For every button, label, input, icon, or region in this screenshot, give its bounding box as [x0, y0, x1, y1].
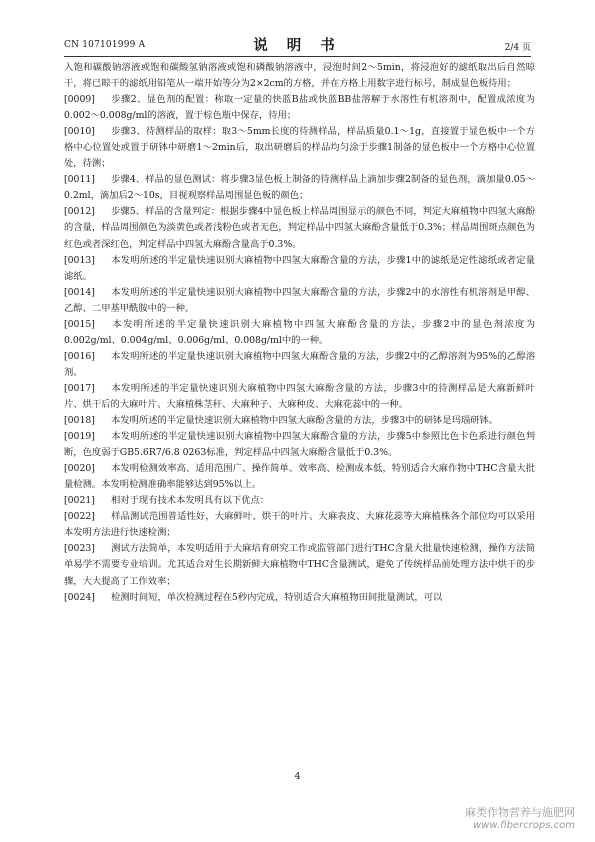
paragraph-list — [64, 92, 535, 606]
paragraph-number: [0024] — [64, 591, 95, 603]
paragraph-number: [0009] — [64, 94, 95, 106]
paragraph — [64, 285, 535, 317]
paragraph — [64, 461, 535, 493]
paragraph-text: 检测时间短，单次检测过程在5秒内完成，特别适合大麻植物田间批量测试，可以 — [111, 591, 443, 603]
paragraph-text: 本发明所述的半定量快速识别大麻植物中四氢大麻酚含量的方法，步骤2中的水溶性有机溶剂是甲醇、乙醇、二甲基甲酰胺中的一种。 — [64, 286, 535, 314]
paragraph-number: [0010] — [64, 126, 95, 138]
paragraph — [64, 413, 535, 429]
paragraph-text: 本发明检测效率高、适用范围广、操作简单、效率高、检测成本低，特别适合大麻作物中THC含量大批量检测。本发明检测准确率能够达到95%以上。 — [64, 463, 535, 491]
paragraph-text: 步骤2、显色剂的配置：称取一定量的快蓝B盐或快蓝BB盐溶解于水溶性有机溶剂中，配置成浓度为0.002～0.008g/ml的溶液，置于棕色瓶中保存，待用； — [64, 94, 535, 122]
watermark-domain: www.fibercrops.com — [473, 820, 575, 831]
paragraph — [64, 429, 535, 461]
paragraph — [64, 590, 535, 606]
patent-number: CN 107101999 A — [64, 40, 146, 50]
paragraph-text: 本发明所述的半定量快速识别大麻植物中四氢大麻酚含量的方法，步骤2中的显色剂浓度为0.002g/ml、0.004g/ml、0.006g/ml、0.008g/ml中的一种。 — [64, 318, 535, 346]
paragraph-number: [0020] — [64, 463, 95, 475]
paragraph-text: 步骤4、样品的显色测试：将步骤3显色板上制备的待测样品上滴加步骤2制备的显色剂，滴加量0.05～0.2ml，滴加后2～10s，目视观察样品周围显色板的颜色； — [64, 174, 535, 202]
paragraph-text: 相对于现有技术本发明具有以下优点： — [111, 495, 270, 507]
header-rule — [64, 56, 531, 57]
page-header — [64, 34, 531, 54]
paragraph-number: [0016] — [64, 350, 95, 362]
page-indicator: 2/4 页 — [504, 43, 531, 53]
paragraph-number: [0012] — [64, 206, 95, 218]
paragraph-text: 本发明所述的半定量快速识别大麻植物中四氢大麻酚含量的方法，步骤1中的滤纸是定性滤纸或者定量滤纸。 — [64, 254, 535, 282]
paragraph-number: [0018] — [64, 415, 95, 427]
paragraph-number: [0023] — [64, 543, 95, 555]
paragraph — [64, 541, 535, 589]
paragraph — [64, 253, 535, 285]
paragraph — [64, 92, 535, 124]
paragraph-text: 本发明所述的半定量快速识别大麻植物中四氢大麻酚含量的方法，步骤2中的乙醇溶剂为95%的乙醇溶剂。 — [64, 350, 535, 378]
paragraph — [64, 317, 535, 349]
paragraph-number: [0014] — [64, 286, 95, 298]
paragraph-text: 样品测试范围普适性好，大麻鲜叶、烘干的叶片、大麻表皮、大麻花蕊等大麻植株各个部位均可以采用本发明方法进行快速检测； — [64, 511, 535, 539]
paragraph-number: [0019] — [64, 431, 95, 443]
paragraph-number: [0013] — [64, 254, 95, 266]
paragraph — [64, 124, 535, 172]
paragraph-text: 测试方法简单，本发明适用于大麻培育研究工作或监管部门进行THC含量大批量快速检测，操作方法简单易学不需要专业培训。尤其适合对生长期新鲜大麻植物中THC含量测试，避免了传统样品前处理方法中烘干的步骤，大大提高了工作效率； — [64, 543, 535, 587]
paragraph-text: 本发明所述的半定量快速识别大麻植物中四氢大麻酚含量的方法，步骤5中参照比色卡色系进行颜色判断，色度弱于GB5.6R7/6.8 0263标准，判定样品中四氢大麻酚含量低于0.3%。 — [64, 431, 535, 459]
paragraph-text: 本发明所述的半定量快速识别大麻植物中四氢大麻酚含量的方法，步骤3中的研钵是玛瑙研钵。 — [111, 415, 499, 427]
paragraph-number: [0011] — [64, 174, 95, 186]
paragraph — [64, 172, 535, 204]
paragraph-number: [0017] — [64, 382, 95, 394]
paragraph — [64, 493, 535, 509]
paragraph-number: [0021] — [64, 495, 95, 507]
watermark — [465, 806, 575, 832]
paragraph-text: 本发明所述的半定量快速识别大麻植物中四氢大麻酚含量的方法，步骤3中的待测样品是大麻新鲜叶片、烘干后的大麻叶片、大麻植株茎秆、大麻种子、大麻种皮、大麻花蕊中的一种。 — [64, 382, 535, 410]
paragraph-text: 步骤3、待测样品的取样：取3～5mm长度的待测样品，样品质量0.1～1g，直接置于显色板中一个方格中心位置处或置于研钵中研磨1～2min后，取出研磨后的样品均匀涂于步骤1制备的显色板中一个方格中心位置处，待测； — [64, 126, 535, 170]
paragraph-number: [0022] — [64, 511, 95, 523]
paragraph — [64, 509, 535, 541]
continued-paragraph: 入饱和碳酸钠溶液或饱和碳酸氢钠溶液或饱和磷酸钠溶液中，浸泡时间2～5min，将浸泡好的滤纸取出后自然晾干，将已晾干的滤纸用铅笔从一端开始等分为2×2cm的方格，并在方格上用数字进行标号，制成显色板待用； — [64, 62, 535, 90]
paragraph-number: [0015] — [64, 318, 95, 330]
paragraph — [64, 204, 535, 252]
paragraph-text: 步骤5、样品的含量判定：根据步骤4中显色板上样品周围显示的颜色不同，判定大麻植物中四氢大麻酚的含量，样品周围颜色为淡黄色或者浅粉色或者无色，判定样品中四氢大麻酚含量低于0.3%；样品周围斑点颜色为红色或者深红色，判定样品中四氢大麻酚含量高于0.3%。 — [64, 206, 535, 250]
paragraph — [64, 349, 535, 381]
document-body — [64, 60, 535, 606]
watermark-text: 麻类作物营养与施肥网 — [465, 806, 575, 819]
paragraph — [64, 381, 535, 413]
document-title: 说 明 书 — [253, 37, 342, 54]
page-number: 4 — [294, 771, 301, 782]
